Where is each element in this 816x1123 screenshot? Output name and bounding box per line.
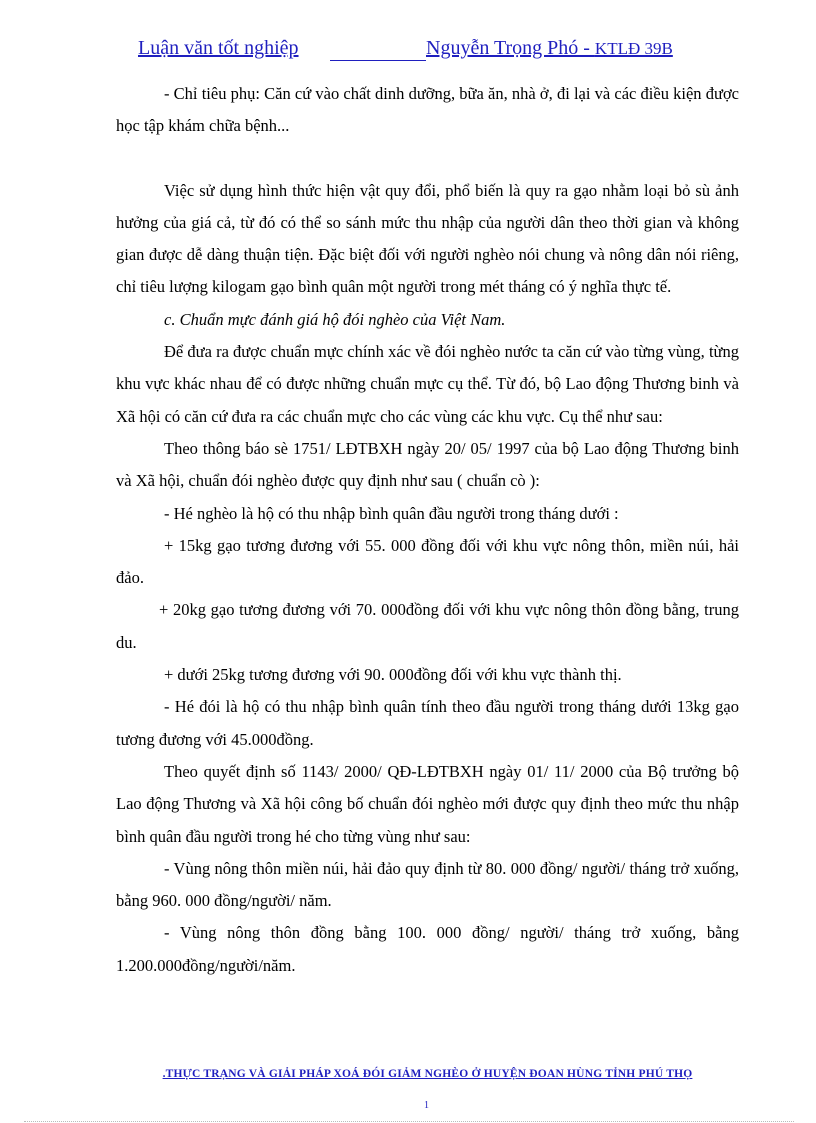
section-heading [116, 304, 739, 336]
page-bottom-divider [24, 1121, 794, 1122]
paragraph-mountain-region: - Vùng nông thôn miền núi, hải đảo quy định từ 80. 000 đồng/ người/ tháng trở xuống, bằng 960. 000 đồng/người/ năm. [116, 858, 739, 911]
paragraph-15kg: + 15kg gạo tương đương với 55. 000 đồng đối với khu vực nông thôn, miền núi, hải đảo. [116, 535, 739, 588]
page-footer-title: .THỰC TRẠNG VÀ GIẢI PHÁP XOÁ ĐÓI GIẢM NGHÈO Ở HUYỆN ĐOAN HÙNG TỈNH PHÚ THỌ [162, 1068, 693, 1080]
paragraph-decision-1143: Theo quyết định số 1143/ 2000/ QĐ-LĐTBXH ngày 01/ 11/ 2000 của Bộ trưởng bộ Lao động Thương và Xã hội công bố chuẩn đói nghèo mới được quy định theo mức thu nhập bình quân đầu người trong hé cho từng vùng như sau: [116, 761, 739, 846]
paragraph-notice-1751: Theo thông báo sè 1751/ LĐTBXH ngày 20/ 05/ 1997 của bộ Lao động Thương binh và Xã hội, chuẩn đói nghèo được quy định như sau ( chuẩn cò ): [116, 438, 739, 491]
paragraph-spacer [116, 143, 739, 175]
paragraph-sub-criteria: - Chỉ tiêu phụ: Căn cứ vào chất dinh dưỡng, bữa ăn, nhà ở, đi lại và các điều kiện được học tập khám chữa bệnh... [116, 84, 739, 136]
paragraph-standards-intro: Để đưa ra được chuẩn mực chính xác về đói nghèo nước ta căn cứ vào từng vùng, từng khu vực khác nhau để có được những chuẩn mực cụ thể. Từ đó, bộ Lao động Thương binh và Xã hội có căn cứ đưa ra các chuẩn mực cho các vùng các khu vực. Cụ thể như sau: [116, 342, 739, 426]
paragraph-20kg: + 20kg gạo tương đương với 70. 000đồng đối với khu vực nông thôn đồng bằng, trung du. [116, 600, 739, 652]
section-heading-text: c. Chuẩn mực đánh giá hộ đói nghèo của Việt Nam. [164, 309, 506, 329]
document-body [116, 78, 739, 982]
header-class-code: KTLĐ 39B [594, 39, 673, 58]
header-title: Luận văn tốt nghiệp [138, 37, 299, 59]
paragraph-poor-household: - Hé nghèo là hộ có thu nhập bình quân đầu người trong tháng dưới : [164, 503, 619, 523]
paragraph-hungry-household: - Hé đói là hộ có thu nhập bình quân tính theo đầu người trong tháng dưới 13kg gạo tương đương với 45.000đồng. [116, 697, 739, 749]
paragraph-25kg: + dưới 25kg tương đương với 90. 000đồng đối với khu vực thành thị. [164, 665, 622, 685]
header-underline-gap [330, 37, 426, 61]
header-author-name: Nguyễn Trọng Phó - [426, 37, 595, 59]
paragraph-delta-region: - Vùng nông thôn đồng bằng 100. 000 đồng/ người/ tháng trở xuống, bằng 1.200.000đồng/người/năm. [116, 923, 739, 975]
page-header [138, 37, 738, 67]
header-author [426, 37, 673, 60]
paragraph-rice-conversion: Việc sử dụng hình thức hiện vật quy đổi, phổ biến là quy ra gạo nhằm loại bỏ sù ảnh hưởng của giá cả, từ đó có thể so sánh mức thu nhập của người dân theo thời gian và không gian được dễ dàng thuận tiện. Đặc biệt đối với người nghèo nói chung và nông dân nói riêng, chỉ tiêu lượng kilogam gạo bình quân một người trong mét tháng có ý nghĩa thực tế. [116, 180, 739, 297]
page-number: 1 [424, 1100, 429, 1111]
